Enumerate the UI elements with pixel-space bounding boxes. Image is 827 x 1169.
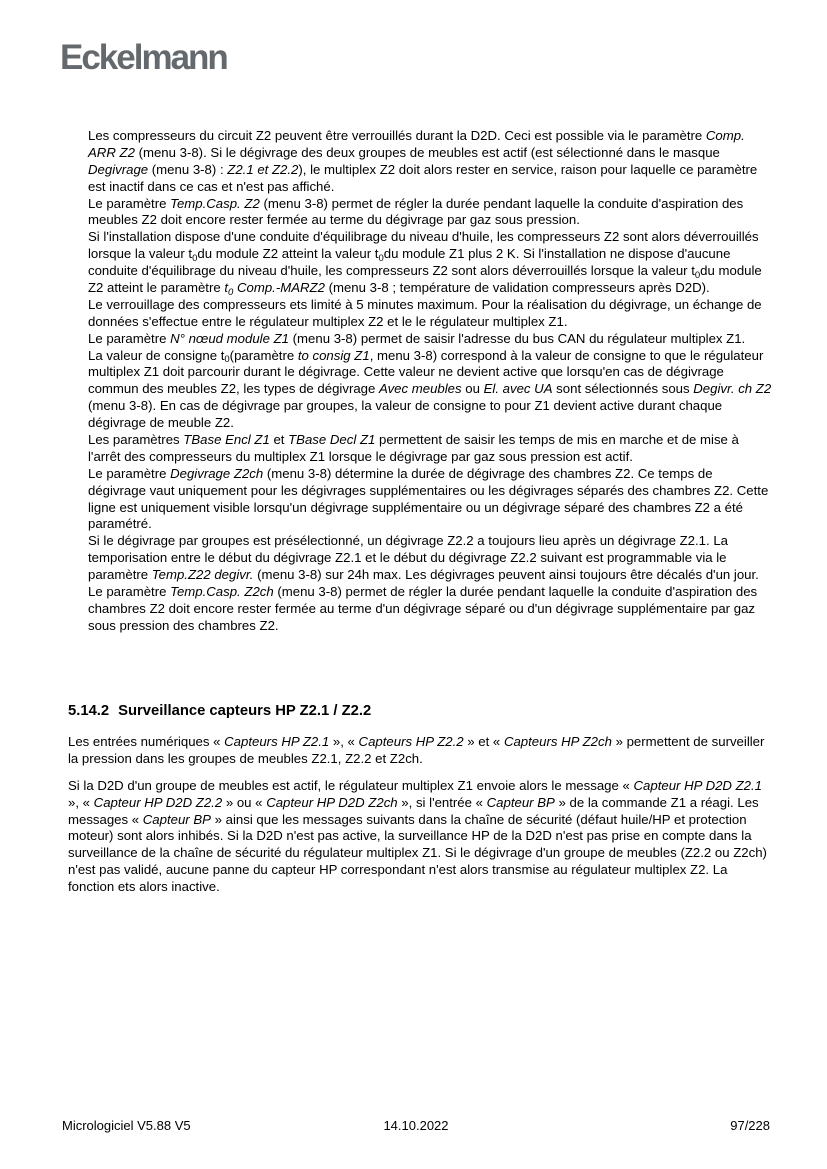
paragraph: Les entrées numériques « Capteurs HP Z2.1 », « Capteurs HP Z2.2 » et « Capteurs HP Z2ch » permettent de surveiller la pression dans les groupes de meubles Z2.1, Z2.2 et Z2ch.	[68, 734, 765, 766]
paragraph: Les compresseurs du circuit Z2 peuvent être verrouillés durant la D2D. Ceci est possible via le paramètre Comp. ARR Z2 (menu 3-8). Si le dégivrage des deux groupes de meubles est actif (est sélectionné dans le masque Degivrage (menu 3-8) : Z2.1 et Z2.2), le multiplex Z2 doit alors rester en service, raison pour laquelle ce paramètre est inactif dans ce cas et n'est pas affiché.	[88, 128, 758, 194]
footer-page-number: 97/228	[730, 1118, 770, 1133]
paragraph: Si l'installation dispose d'une conduite d'équilibrage du niveau d'huile, les compresseurs Z2 sont alors déverrouillés lorsque la valeur $t_0du$ module Z2 atteint la valeur $t_0du$ module Z1 plus 2 K. Si l'installation ne dispose d'aucune conduite d'équilibrage du niveau d'huile, les compresseurs Z2 sont alors déverrouillés lorsque la valeur $t_0du$ module Z2 atteint le paramètre $t_0$ Comp.-MARZ2 (menu 3-8 ; température de validation compresseurs après D2D).	[88, 229, 762, 298]
intro-text-block	[88, 128, 772, 635]
paragraph: Le paramètre Temp.Casp. Z2ch (menu 3-8) permet de régler la durée pendant laquelle la conduite d'aspiration des chambres Z2 doit encore rester fermée au terme d'un dégivrage séparé ou d'un dégivrage supplémentaire par gaz sous pression des chambres Z2.	[88, 584, 758, 633]
paragraph: Les paramètres TBase Encl Z1 et TBase Decl Z1 permettent de saisir les temps de mis en marche et de mise à l'arrêt des compresseurs du multiplex Z1 lorsque le dégivrage par gaz sous pression est actif.	[88, 432, 739, 464]
company-logo: Eckelmann	[60, 38, 227, 77]
footer-date: 14.10.2022	[383, 1118, 449, 1133]
paragraph: Le paramètre Temp.Casp. Z2 (menu 3-8) permet de régler la durée pendant laquelle la conduite d'aspiration des meubles Z2 doit encore rester fermée au terme du dégivrage par gaz sous pression.	[88, 195, 744, 228]
footer-version: Micrologiciel V5.88 V5	[62, 1118, 191, 1133]
section-block	[68, 703, 770, 906]
paragraph: Si la D2D d'un groupe de meubles est actif, le régulateur multiplex Z1 envoie alors le message « Capteur HP D2D Z2.1 », « Capteur HP D2D Z2.2 » ou « Capteur HP D2D Z2ch », si l'entrée « Capteur BP » de la commande Z1 a réagi. Les messages « Capteur BP » ainsi que les messages suivants dans la chaîne de sécurité (défaut huile/HP et protection moteur) sont alors inhibés. Si la D2D n'est pas active, la surveillance HP de la D2D n'est pas prise en compte dans la surveillance de la chaîne de sécurité du régulateur multiplex Z1. Si le dégivrage d'un groupe de meubles (Z2.2 ou Z2ch) n'est pas validé, aucune panne du capteur HP correspondant n'est alors transmise au régulateur multiplex Z2. La fonction ets alors inactive.	[68, 777, 767, 895]
paragraph: Si le dégivrage par groupes est présélectionné, un dégivrage Z2.2 a toujours lieu après un dégivrage Z2.1. La temporisation entre le début du dégivrage Z2.1 et le début du dégivrage Z2.2 suivant est programmable via le paramètre Temp.Z22 degivr. (menu 3-8) sur 24h max. Les dégivrages peuvent ainsi toujours être décalés d'un jour.	[88, 533, 759, 583]
section-title: Surveillance capteurs HP Z2.1 / Z2.2	[118, 703, 372, 719]
section-number: 5.14.2	[68, 703, 110, 719]
paragraph: Le paramètre N° nœud module Z1 (menu 3-8) permet de saisir l'adresse du bus CAN du régulateur multiplex Z1.	[88, 330, 746, 346]
section-heading	[68, 703, 770, 719]
paragraph: Le verrouillage des compresseurs ets limité à 5 minutes maximum. Pour la réalisation du dégivrage, un échange de données s'effectue entre le régulateur multiplex Z2 et le le régulateur multiplex Z1.	[88, 296, 762, 329]
section-text-block	[68, 734, 770, 896]
paragraph: Le paramètre Degivrage Z2ch (menu 3-8) détermine la durée de dégivrage des chambres Z2. Ce temps de dégivrage vaut uniquement pour les dégivrages supplémentaires ou les dégivrages séparés des chambres Z2. Cette ligne est uniquement visible lorsqu'un dégivrage supplémentaire ou un dégivrage séparé des chambres Z2 a été paramétré.	[88, 465, 769, 532]
paragraph: La valeur de consigne $t_0(paramètre$ to consig Z1, menu 3-8) correspond à la valeur de consigne to que le régulateur multiplex Z1 doit parcourir durant le dégivrage. Cette valeur ne devient active que lorsqu'en cas de dégivrage commun des meubles Z2, les types de dégivrage Avec meubles ou El. avec UA sont sélectionnés sous Degivr. ch Z2 (menu 3-8). En cas de dégivrage par groupes, la valeur de consigne to pour Z1 devient active durant chaque dégivrage de meuble Z2.	[88, 347, 772, 431]
